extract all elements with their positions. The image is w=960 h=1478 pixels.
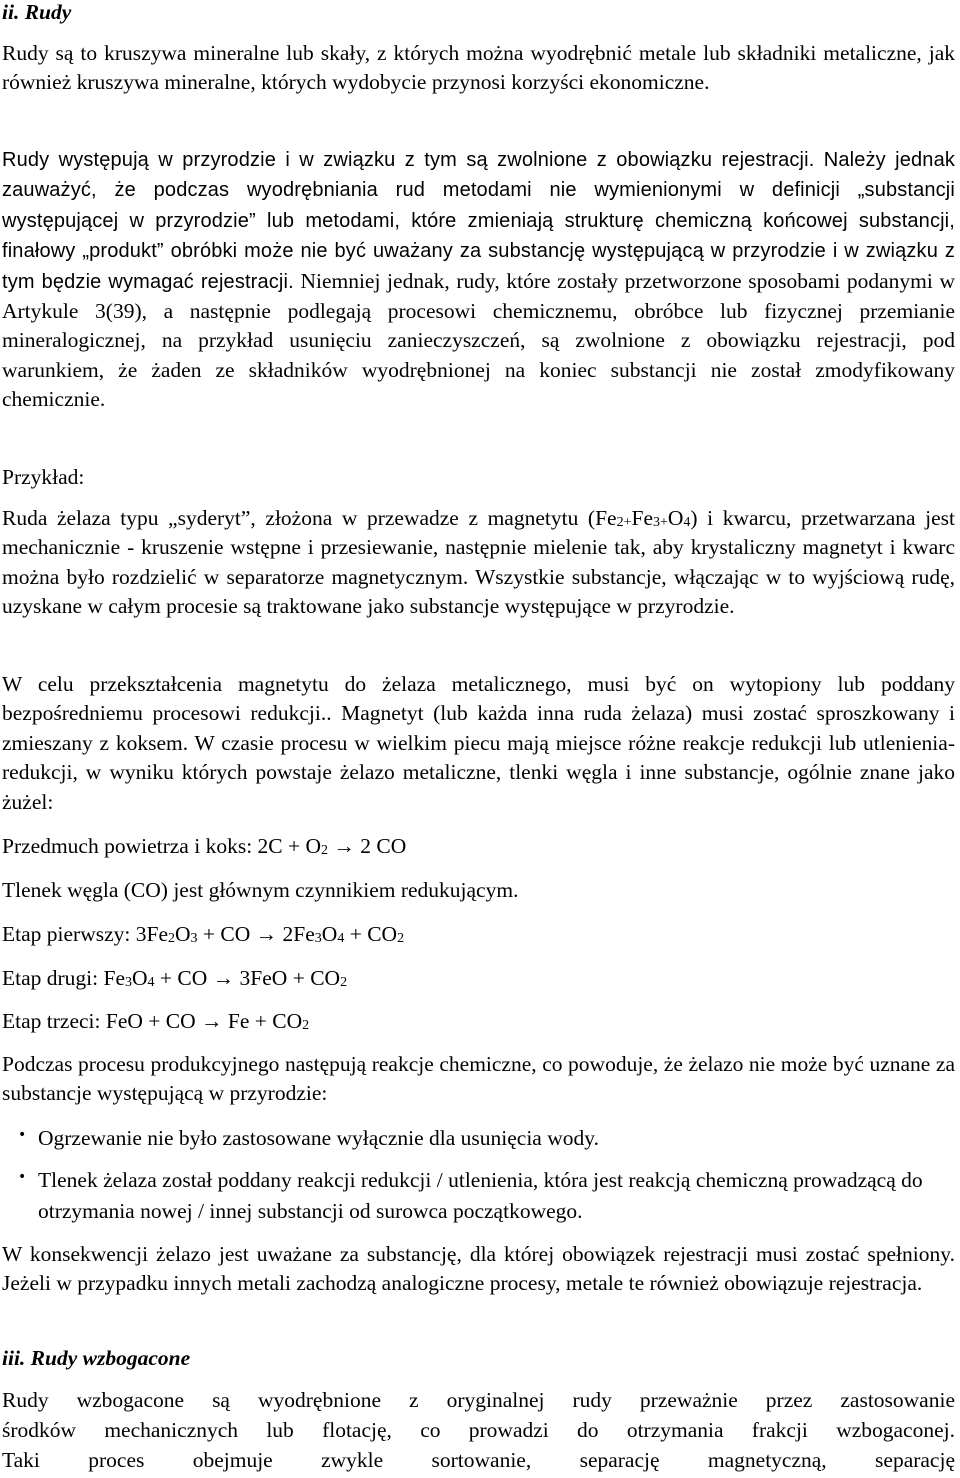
example-label: Przykład: [2,465,85,489]
bullet-item-2: Tlenek żelaza został poddany reakcji redukcji / utlenienia, która jest reakcją chemiczną prowadzącą do otrzymania nowej / innej substancji od surowca początkowego. [38,1168,923,1223]
paragraph-magnetite-reduction: W celu przekształcenia magnetytu do żelaza metalicznego, musi być on wytopiony lub poddany bezpośredniemu procesowi redukcji.. Magnetyt (lub każda inna ruda żelaza) musi zostać sproszkowany i zmieszany z koksem. W czasie procesu w wielkim piecu mają miejsce różne reakcje redukcji lub utlenienia-redukcji, w wyniku których powstaje żelazo metaliczne, tlenki węgla i inne substancje, ogólnie znane jako żużel: [2,672,955,814]
paragraph-production-process: Podczas procesu produkcyjnego następują reakcje chemiczne, co powoduje, że żelazo nie może być uznane za substancje występującą w przyrodzie: [2,1052,955,1106]
section-heading-ii: ii. Rudy [2,0,72,24]
bullet-dot-1: • [18,1127,27,1143]
equation-note-co: Tlenek węgla (CO) jest głównym czynnikiem redukującym. [2,878,519,902]
paragraph-enriched-ores-line-3: Taki proces obejmuje zwykle sortowanie, separację magnetyczną, separację [2,1448,955,1472]
equation-stage-three: Etap trzeci: FeO + CO → $Fe + CO_2$ [2,1009,310,1033]
paragraph-ores-registration-serif: Niemniej jednak, rudy, które zostały przetworzone sposobami podanymi w Artykule 3(39), a następnie podlegają procesowi chemicznemu, obróbce lub fizycznej przemianie mineralogicznej, na przykład usunięciu zanieczyszczeń, są zwolnione z obowiązku rejestracji, pod warunkiem, że żaden ze składników wyodrębnionej na koniec substancji nie został zmodyfikowany chemicznie. [2,268,956,412]
paragraph-consequence: W konsekwencji żelazo jest uważane za substancję, dla której obowiązek rejestracji musi zostać spełniony. Jeżeli w przypadku innych metali zachodzą analogiczne procesy, metale te również obowiązuje rejestracja. [2,1242,955,1296]
paragraph-enriched-ores-line-1: Rudy wzbogacone są wyodrębnione z oryginalnej rudy przeważnie przez zastosowanie [2,1388,955,1412]
equation-stage-two: Etap drugi: $Fe_3O_4$ + CO → $3FeO + CO_2$ [2,966,348,990]
paragraph-ores-registration [2,145,955,415]
bullet-item-1: Ogrzewanie nie było zastosowane wyłącznie dla usunięcia wody. [38,1126,599,1150]
bullet-dot-2: • [18,1169,27,1185]
paragraph-ores-definition: Rudy są to kruszywa mineralne lub skały, z których można wyodrębnić metale lub składniki metaliczne, jak również kruszywa mineralne, których wydobycie przynosi korzyści ekonomiczne. [2,41,955,95]
equation-stage-one: Etap pierwszy: $3Fe_2O_3$ + CO → $2Fe_3O_4 + CO_2$ [2,922,405,946]
paragraph-ores-registration-sans: Rudy występują w przyrodzie i w związku z tym są zwolnione z obowiązku rejestracji. Należy jednak zauważyć, że podczas wyodrębniania rud metodami nie wymienionymi w definicji „substancji występującej w przyrodzie” lub metodami, które zmieniają strukturę chemiczną końcowej substancji, finałowy „produkt” obróbki może nie być uważany za substancję występującą w przyrodzie i w związku z tym będzie wymagać rejestracji. [2,149,955,293]
paragraph-enriched-ores-line-2: środków mechanicznych lub flotację, co prowadzi do otrzymania frakcji wzbogaconej. [2,1418,955,1442]
paragraph-siderite-example: Ruda żelaza typu „syderyt”, złożona w przewadze z magnetytu $(Fe_{2+}Fe_{3+}O_4)$ i kwarcu, przetwarzana jest mechanicznie - kruszenie wstępne i przesiewanie, następnie mielenie tak, aby krystaliczny magnetyt i kwarc można było rozdzielić w separatorze magnetycznym. Wszystkie substancje, włączając w to wyjściową rudę, uzyskane w całym procesie są traktowane jako substancje występujące w przyrodzie. [2,506,955,619]
section-heading-iii: iii. Rudy wzbogacone [2,1346,191,1370]
equation-air-blast: Przedmuch powietrza i koks: $2C + O_2 \to 2$ CO [2,834,407,858]
